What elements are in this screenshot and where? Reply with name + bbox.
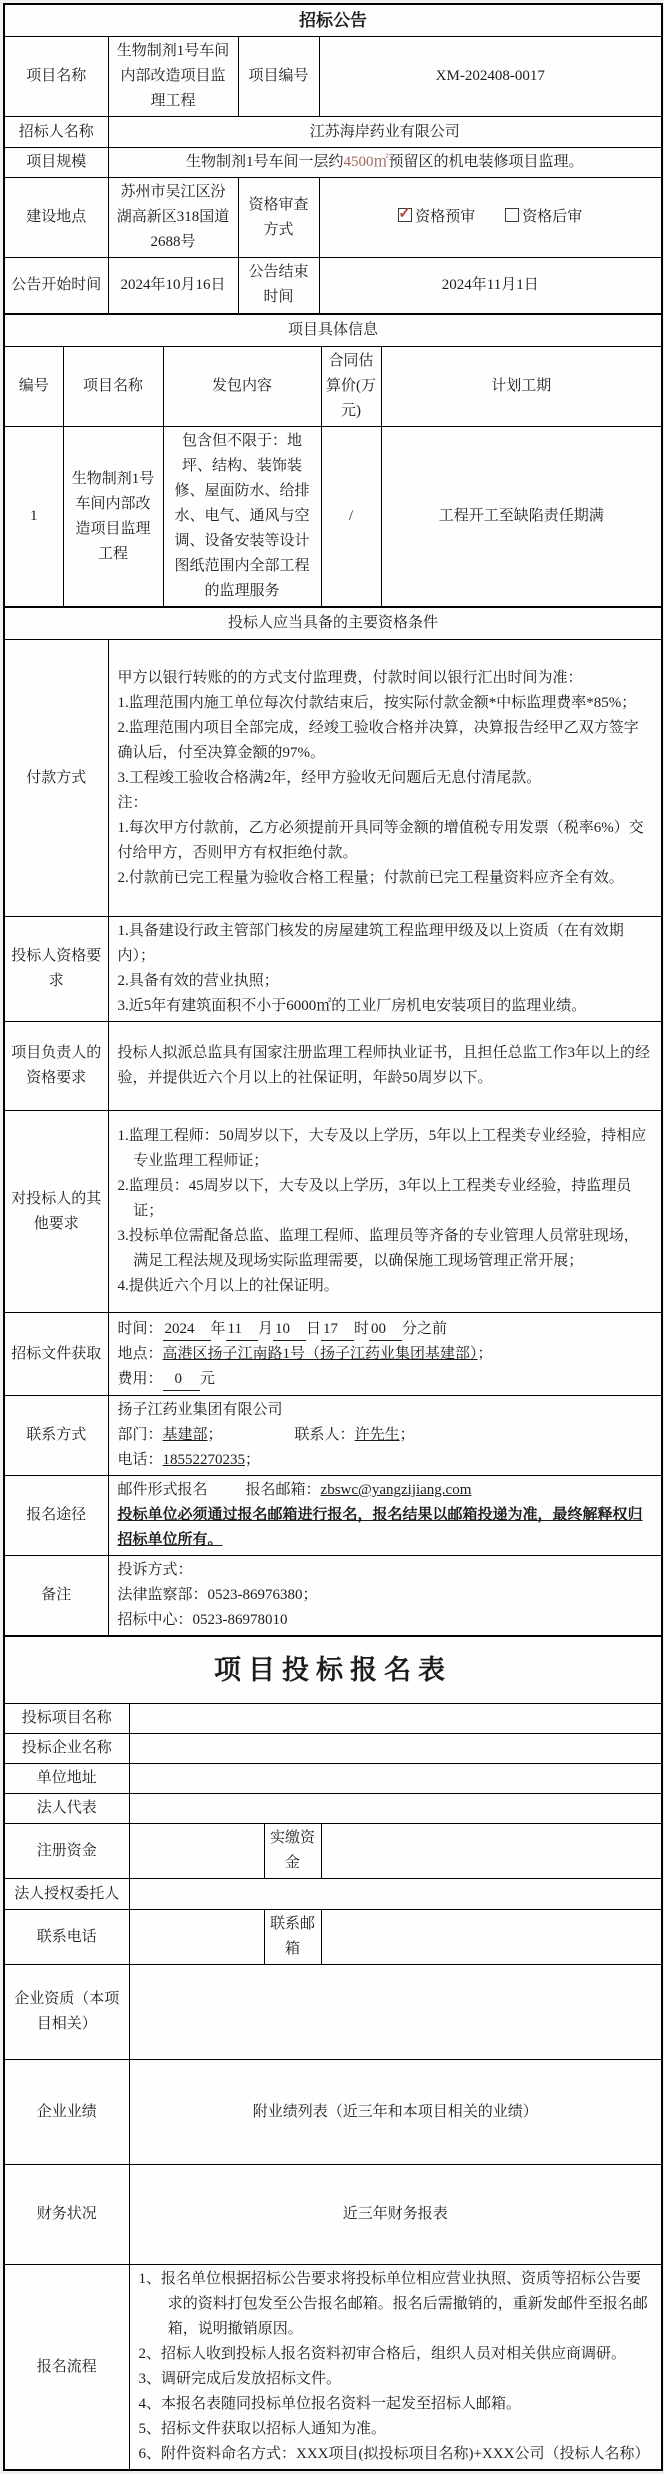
paid-capital-field bbox=[321, 1824, 662, 1879]
doc-obtain-fee-line bbox=[118, 1367, 653, 1392]
dept-suffix: ； bbox=[207, 1427, 223, 1443]
contact-dept-line bbox=[118, 1423, 653, 1448]
paid-capital-label: 实缴资金 bbox=[264, 1824, 321, 1879]
detail-row-schedule: 工程开工至缺陷责任期满 bbox=[381, 427, 662, 608]
company-performance-label: 企业业绩 bbox=[4, 2060, 129, 2165]
company-address-label: 单位地址 bbox=[4, 1764, 129, 1794]
bid-project-name-field bbox=[129, 1704, 662, 1734]
legal-rep-label: 法人代表 bbox=[4, 1794, 129, 1824]
end-time-label: 公告结束时间 bbox=[238, 258, 319, 314]
signup-form-table bbox=[3, 1635, 663, 2471]
prequalification-label: 资格预审 bbox=[415, 209, 476, 225]
signup-email-label: 报名邮箱： bbox=[245, 1482, 321, 1498]
signup-form-title: 项目投标报名表 bbox=[4, 1636, 662, 1704]
doc-obtain-content bbox=[108, 1313, 662, 1396]
reg-capital-field bbox=[129, 1824, 264, 1879]
payment-method-label: 付款方式 bbox=[4, 640, 108, 917]
col-header-no: 编号 bbox=[4, 347, 63, 427]
contact-email-field bbox=[321, 1910, 662, 1965]
doc-obtain-label: 招标文件获取 bbox=[4, 1313, 108, 1396]
contact-phone-line bbox=[118, 1448, 653, 1473]
scale-area-value: 4500㎡ bbox=[343, 154, 389, 170]
project-name-value: 生物制剂1号车间内部改造项目监理工程 bbox=[108, 37, 238, 117]
other-reqs-content: 1.监理工程师：50周岁以下，大专及以上学历，5年以上工程类专业经验，持相应专业监理工程师证； 2.监理员：45周岁以下，大专及以上学历，3年以上工程类专业经验，持监理员证； 3.投标单位需配备总监、监理工程师、监理员等齐备的专业管理人员常驻现场，满足工程法规及现场实际监理需要，以确保施工现场管理正常开展； 4.提供近六个月以上的社保证明。 bbox=[108, 1111, 662, 1313]
place-value: 高港区扬子江南路1号（扬子江药业集团基建部） bbox=[162, 1345, 478, 1362]
contact-label: 联系方式 bbox=[4, 1396, 108, 1476]
col-header-content: 发包内容 bbox=[163, 347, 321, 427]
unchecked-checkbox-icon[interactable] bbox=[505, 208, 519, 222]
time-day: 10 bbox=[273, 1319, 306, 1341]
announcement-title: 招标公告 bbox=[4, 4, 662, 37]
signup-flow-content: 1、报名单位根据招标公告要求将投标单位相应营业执照、资质等招标公告要求的资料打包发至公告报名邮箱。报名后需撤销的，重新发邮件至报名邮箱，说明撤销原因。 2、招标人收到投标人报名资料初审合格后，组织人员对相关供应商调研。 3、调研完成后发放招标文件。 4、本报名表随同投标单位报名资料一起发至招标人邮箱。 5、招标文件获取以招标人通知为准。 6、附件资料命名方式：XXX项目(拟投标项目名称)+XXX公司（投标人名称） bbox=[129, 2265, 662, 2471]
company-performance-value: 附业绩列表（近三年和本项目相关的业绩） bbox=[129, 2060, 662, 2165]
dept-value: 基建部 bbox=[162, 1427, 208, 1443]
payment-method-content: 甲方以银行转账的的方式支付监理费，付款时间以银行汇出时间为准： 1.监理范围内施工单位每次付款结束后，按实际付款金额*中标监理费率*85%； 2.监理范围内项目全部完成，经竣工验收合格并决算，决算报告经甲乙双方签字确认后，付至决算金额的97%。 3.工程竣工验收合格满2年，经甲方验收无问题后无息付清尾款。 注： 1.每次甲方付款前，乙方必须提前开具同等金额的增值税专用发票（税率6%）交付给甲方，否则甲方有权拒绝付款。 2.付款前已完工程量为验收合格工程量；付款前已完工程量资料应齐全有效。 bbox=[108, 640, 662, 917]
doc-obtain-time-line bbox=[118, 1317, 653, 1342]
bidder-quals-label: 投标人资格要求 bbox=[4, 917, 108, 1022]
announcement-header-table bbox=[3, 3, 663, 315]
minute-suffix: 分之前 bbox=[402, 1320, 448, 1337]
bid-company-label: 投标企业名称 bbox=[4, 1734, 129, 1764]
col-header-estimate: 合同估算价(万元) bbox=[321, 347, 381, 427]
other-reqs-label: 对投标人的其他要求 bbox=[4, 1111, 108, 1313]
postqualification-option[interactable] bbox=[505, 209, 582, 225]
project-details-table bbox=[3, 313, 663, 609]
day-unit: 日 bbox=[306, 1320, 322, 1337]
contact-phone-label: 联系电话 bbox=[4, 1910, 129, 1965]
table-row bbox=[4, 427, 662, 608]
end-time-value: 2024年11月1日 bbox=[319, 258, 662, 314]
company-address-field bbox=[129, 1764, 662, 1794]
contact-content bbox=[108, 1396, 662, 1476]
person-suffix: ； bbox=[399, 1427, 415, 1443]
person-label: 联系人： bbox=[294, 1427, 355, 1443]
remarks-label: 备注 bbox=[4, 1556, 108, 1637]
pm-quals-content: 投标人拟派总监具有国家注册监理工程师执业证书，且担任总监工作3年以上的经验，并提供近六个月以上的社保证明，年龄50周岁以下。 bbox=[108, 1022, 662, 1111]
postqualification-label: 资格后审 bbox=[522, 209, 583, 225]
bid-project-name-label: 投标项目名称 bbox=[4, 1704, 129, 1734]
detail-row-no: 1 bbox=[4, 427, 63, 608]
signup-channel-label: 报名途径 bbox=[4, 1476, 108, 1556]
signup-email-link[interactable]: zbswc@yangzijiang.com bbox=[320, 1482, 472, 1498]
finance-status-value: 近三年财务报表 bbox=[129, 2165, 662, 2265]
project-no-label: 项目编号 bbox=[238, 37, 319, 117]
place-label: 地点： bbox=[117, 1345, 163, 1362]
hour-unit: 时 bbox=[354, 1320, 370, 1337]
bid-company-field bbox=[129, 1734, 662, 1764]
phone-suffix: ； bbox=[245, 1452, 261, 1468]
detail-row-name: 生物制剂1号车间内部改造项目监理工程 bbox=[63, 427, 163, 608]
phone-value: 18552270235 bbox=[162, 1452, 246, 1468]
company-qualification-label: 企业资质（本项目相关） bbox=[4, 1965, 129, 2060]
start-time-label: 公告开始时间 bbox=[4, 258, 108, 314]
bidder-quals-content: 1.具备建设行政主管部门核发的房屋建筑工程监理甲级及以上资质（在有效期内）； 2.具备有效的营业执照； 3.近5年有建筑面积不小于6000㎡的工业厂房机电安装项目的监理业绩。 bbox=[108, 917, 662, 1022]
signup-method-line bbox=[118, 1478, 653, 1503]
qualifications-table bbox=[3, 606, 663, 1637]
person-value: 许先生 bbox=[354, 1427, 400, 1443]
reg-capital-label: 注册资金 bbox=[4, 1824, 129, 1879]
prequalification-option[interactable] bbox=[398, 209, 475, 225]
checked-checkbox-icon[interactable] bbox=[398, 208, 412, 222]
fee-value: 0 bbox=[163, 1369, 201, 1391]
legal-rep-field bbox=[129, 1794, 662, 1824]
contact-email-label: 联系邮箱 bbox=[264, 1910, 321, 1965]
tenderee-label: 招标人名称 bbox=[4, 117, 108, 148]
qualifications-section-title: 投标人应当具备的主要资格条件 bbox=[4, 607, 662, 640]
month-unit: 月 bbox=[257, 1320, 273, 1337]
signup-flow-label: 报名流程 bbox=[4, 2265, 129, 2471]
start-time-value: 2024年10月16日 bbox=[108, 258, 238, 314]
project-name-label: 项目名称 bbox=[4, 37, 108, 117]
contact-phone-field bbox=[129, 1910, 264, 1965]
contact-company: 扬子江药业集团有限公司 bbox=[117, 1402, 283, 1418]
tenderee-value: 江苏海岸药业有限公司 bbox=[108, 117, 662, 148]
detail-row-content: 包含但不限于：地坪、结构、装饰装修、屋面防水、给排水、电气、通风与空调、设备安装等设计图纸范围内全部工程的监理服务 bbox=[163, 427, 321, 608]
finance-status-label: 财务状况 bbox=[4, 2165, 129, 2265]
scale-text-prefix: 生物制剂1号车间一层约 bbox=[185, 154, 344, 170]
phone-label: 电话： bbox=[117, 1452, 163, 1468]
time-month: 11 bbox=[226, 1319, 258, 1341]
col-header-schedule: 计划工期 bbox=[381, 347, 662, 427]
authorized-agent-field bbox=[129, 1879, 662, 1910]
time-minute: 00 bbox=[369, 1319, 402, 1341]
time-hour: 17 bbox=[321, 1319, 354, 1341]
fee-unit: 元 bbox=[200, 1370, 216, 1387]
dept-label: 部门： bbox=[117, 1427, 163, 1443]
signup-channel-content bbox=[108, 1476, 662, 1556]
project-scale-value bbox=[108, 148, 662, 178]
location-value: 苏州市吴江区汾湖高新区318国道2688号 bbox=[108, 178, 238, 258]
project-details-section-title: 项目具体信息 bbox=[4, 314, 662, 347]
project-scale-label: 项目规模 bbox=[4, 148, 108, 178]
place-suffix: ； bbox=[477, 1345, 493, 1362]
time-label: 时间： bbox=[117, 1320, 163, 1337]
remarks-content: 投诉方式： 法律监察部：0523-86976380； 招标中心：0523-86978010 bbox=[108, 1556, 662, 1637]
detail-row-estimate: / bbox=[321, 427, 381, 608]
project-no-value: XM-202408-0017 bbox=[319, 37, 662, 117]
year-unit: 年 bbox=[210, 1320, 226, 1337]
fee-label: 费用： bbox=[117, 1370, 163, 1387]
qualification-method-label: 资格审查方式 bbox=[238, 178, 319, 258]
scale-text-suffix: 预留区的机电装修项目监理。 bbox=[388, 154, 584, 170]
location-label: 建设地点 bbox=[4, 178, 108, 258]
time-year: 2024 bbox=[163, 1319, 211, 1341]
signup-warning: 投标单位必须通过报名邮箱进行报名，报名结果以邮箱投递为准，最终解释权归招标单位所有。 bbox=[117, 1507, 643, 1548]
col-header-name: 项目名称 bbox=[63, 347, 163, 427]
authorized-agent-label: 法人授权委托人 bbox=[4, 1879, 129, 1910]
company-qualification-field bbox=[129, 1965, 662, 2060]
pm-quals-label: 项目负责人的资格要求 bbox=[4, 1022, 108, 1111]
signup-method: 邮件形式报名 bbox=[117, 1482, 208, 1498]
doc-obtain-place-line bbox=[118, 1342, 653, 1367]
qualification-method-value bbox=[319, 178, 662, 258]
